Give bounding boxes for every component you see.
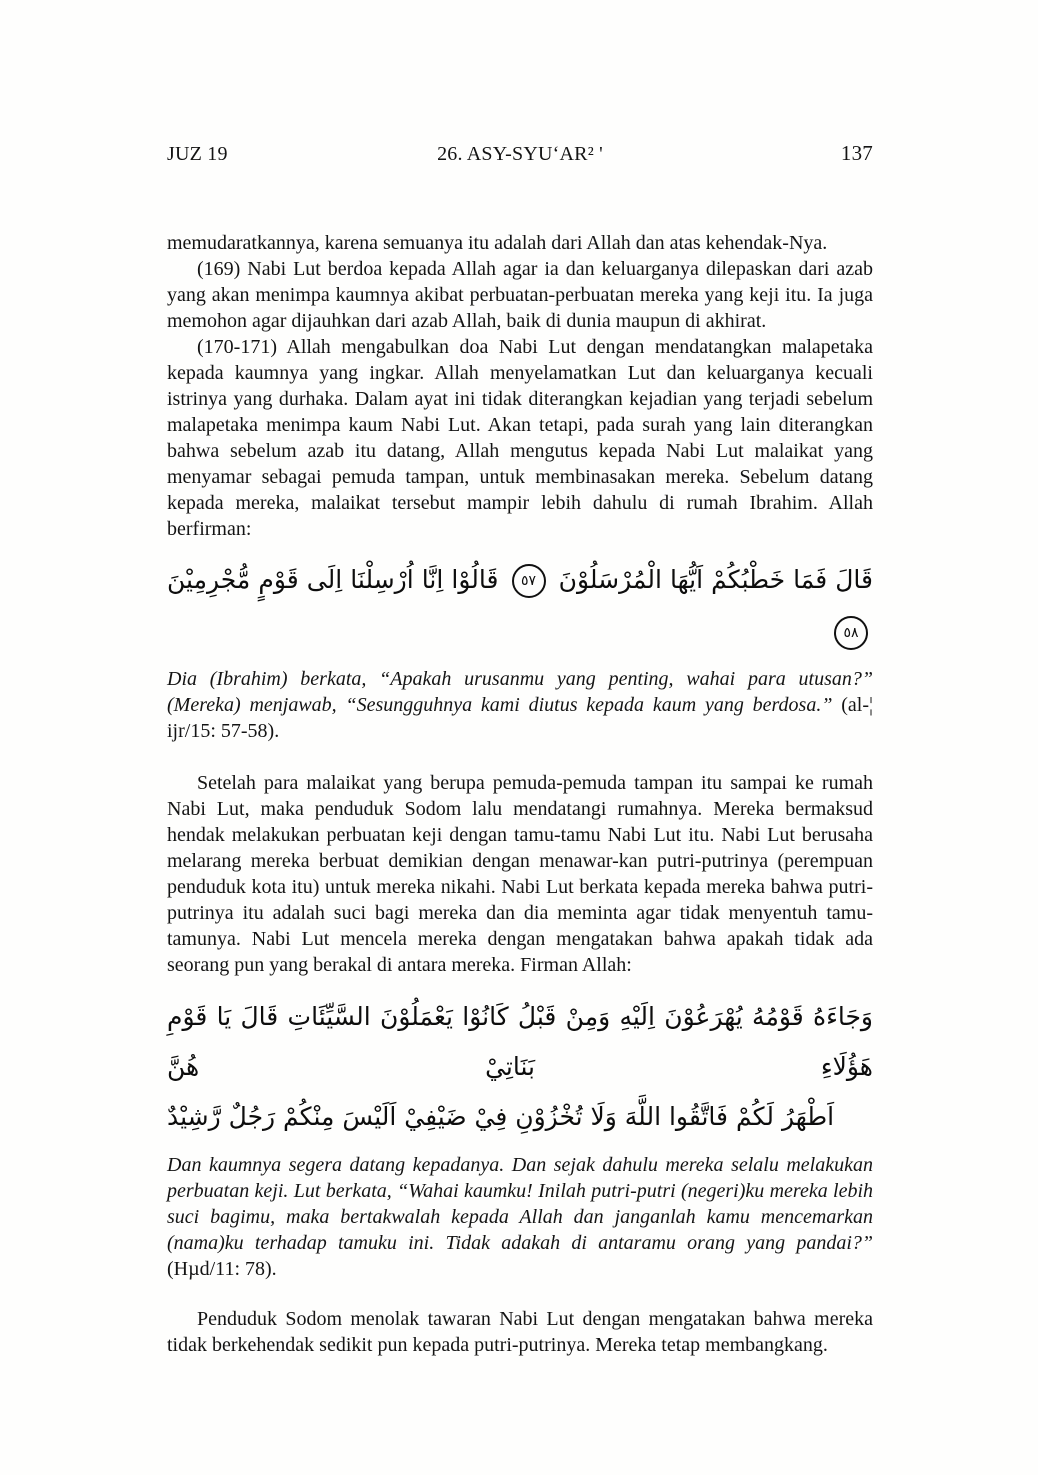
translation-hud-78: [167, 1152, 873, 1282]
surah-title: 26. ASY-SYU‘AR² ': [437, 143, 603, 165]
arabic-segment-57: قَالَ فَمَا خَطْبُكُمْ اَيُّهَا الْمُرْسَلُوْنَ: [558, 565, 873, 594]
ayah-number-57: ٥٧: [512, 564, 546, 598]
arabic-verse-hijr-57-58: [167, 554, 873, 658]
arabic-segment-58: قَالُوْا اِنَّا اُرْسِلْنَا اِلَى قَوْمٍ مُّجْرِمِيْنَ: [167, 565, 499, 594]
paragraph-setelah: Setelah para malaikat yang berupa pemuda-pemuda tampan itu sampai ke rumah Nabi Lut, maka penduduk Sodom lalu mendatangi rumahnya. Mereka bermaksud hendak melakukan perbuatan keji dengan tamu-tamu Nabi Lut itu. Nabi Lut berusaha melarang mereka berbuat demikian dengan menawar-kan putri-putrinya (perempuan penduduk kota itu) untuk mereka nikahi. Nabi Lut berkata kepada mereka bahwa putri-putrinya itu adalah suci bagi mereka dan dia meminta agar tidak menyentuh tamu-tamunya. Nabi Lut mencela mereka dengan mengatakan bahwa apakah tidak ada seorang pun yang berakal di antara mereka. Firman Allah:: [167, 772, 873, 976]
arabic-verse-hud-78-line2: اَطْهَرُ لَكُمْ فَاتَّقُوا اللَّهَ وَلَا تُخْزُوْنِ فِيْ ضَيْفِيْ اَلَيْسَ مِنْكُمْ رَجُلٌ رَّشِيْدٌ: [167, 1102, 835, 1131]
juz-label: JUZ 19: [167, 143, 228, 165]
ayah-number-58: ٥٨: [834, 616, 868, 650]
arabic-verse-hud-78: [167, 992, 873, 1142]
translation-text: Dia (Ibrahim) berkata, “Apakah urusanmu yang penting, wahai para utusan?” (Mereka) menjawab, “Sesungguhnya kami diutus kepada kaum yang berdosa.”: [167, 668, 873, 716]
paragraph-penduduk: Penduduk Sodom menolak tawaran Nabi Lut dengan mengatakan bahwa mereka tidak berkehendak sedikit pun kepada putri-putrinya. Mereka tetap membangkang.: [167, 1308, 873, 1356]
translation-hijr-57-58: [167, 666, 873, 744]
paragraph-170-171: (170-171) Allah mengabulkan doa Nabi Lut dengan mendatangkan malapetaka kepada kaumnya yang ingkar. Allah menyelamatkan Lut dan keluarganya kecuali istrinya yang durhaka. Dalam ayat ini tidak diterangkan kejadian yang terjadi sebelum malapetaka menimpa kaum Nabi Lut. Akan tetapi, pada surah yang lain diterangkan bahwa sebelum azab itu datang, Allah mengutus kepada Nabi Lut malaikat yang menyamar sebagai pemuda tampan, untuk membinasakan mereka. Sebelum datang kepada mereka, malaikat tersebut mampir lebih dahulu di rumah Ibrahim. Allah berfirman:: [167, 336, 873, 540]
translation-text: Dan kaumnya segera datang kepadanya. Dan sejak dahulu mereka selalu melakukan perbuatan keji. Lut berkata, “Wahai kaumku! Inilah putri-putri (negeri)ku mereka lebih suci bagimu, maka bertakwalah kepada Allah dan janganlah kamu mencemarkan (nama)ku terhadap tamuku ini. Tidak adakah di antaramu orang yang pandai?”: [167, 1154, 873, 1254]
arabic-verse-hud-78-line1: وَجَاءَهُ قَوْمُهُ يُهْرَعُوْنَ اِلَيْهِ وَمِنْ قَبْلُ كَانُوْا يَعْمَلُوْنَ السَّيِّئَاتِ قَالَ يَا قَوْمِ هَؤُلَاءِ بَنَاتِيْ هُنَّ: [167, 1002, 873, 1081]
paragraph-169: (169) Nabi Lut berdoa kepada Allah agar ia dan keluarganya dilepaskan dari azab yang akan menimpa kaumnya akibat perbuatan-perbuatan mereka yang keji itu. Ia juga memohon agar dijauhkan dari azab Allah, baik di dunia maupun di akhirat.: [167, 258, 873, 332]
page-number: 137: [840, 141, 873, 165]
paragraph-continuation: memudaratkannya, karena semuanya itu adalah dari Allah dan atas kehendak-Nya.: [167, 232, 828, 254]
page-body: [167, 230, 873, 1358]
citation-hijr: (al-¦ ijr/15: 57-58).: [167, 694, 874, 742]
page-header: [167, 141, 873, 166]
citation-hud: (Hµd/11: 78).: [167, 1258, 277, 1280]
